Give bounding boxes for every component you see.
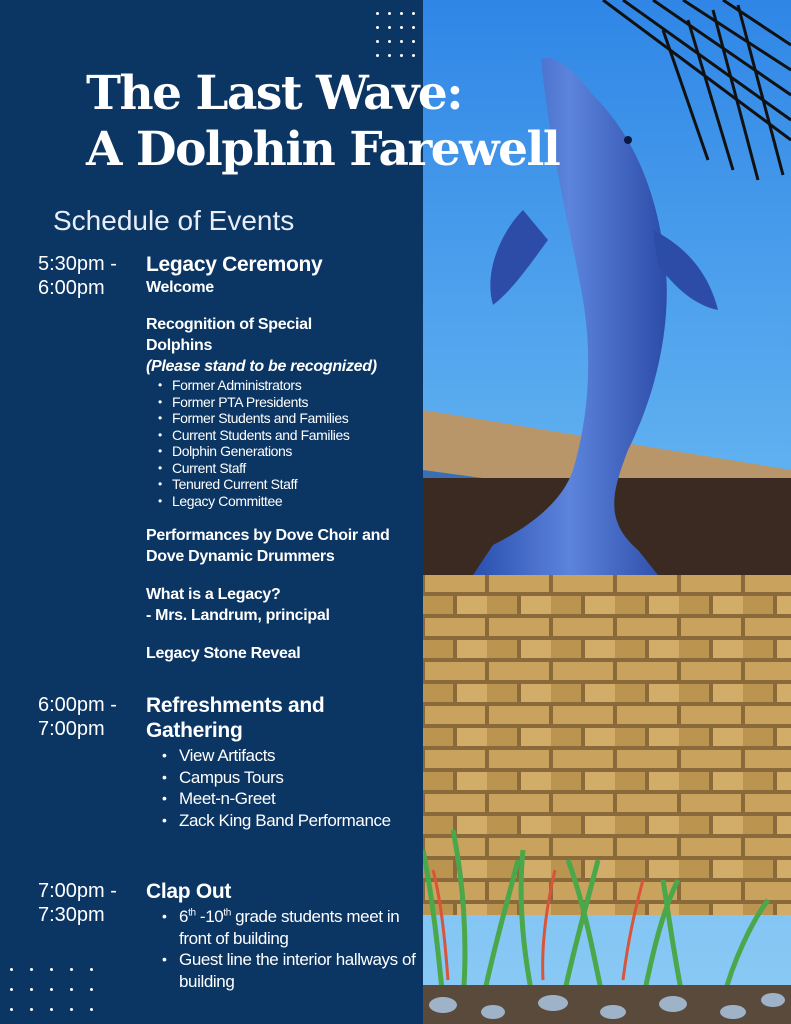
- event-content: [146, 693, 416, 831]
- list-item: • Legacy Committee: [158, 493, 416, 510]
- time-start: 6:00pm -: [38, 694, 117, 716]
- list-item: • Current Students and Families: [158, 427, 416, 444]
- list-item: • Former PTA Presidents: [158, 394, 416, 411]
- time-range: [38, 693, 138, 741]
- time-end: 6:00pm: [38, 277, 105, 299]
- list-item: • 6th -10th grade students meet in front of building: [162, 906, 424, 949]
- title-line-2: A Dolphin Farewell: [86, 122, 560, 177]
- decorative-dots-bottom: [10, 968, 100, 1018]
- welcome-label: Welcome: [146, 279, 214, 296]
- refreshments-list: [162, 745, 416, 831]
- legacy-speaker: - Mrs. Landrum, principal: [146, 607, 330, 624]
- event-title: Refreshments and Gathering: [146, 694, 325, 742]
- recognition-title: Recognition of Special Dolphins: [146, 316, 312, 354]
- decorative-dots-top: [376, 12, 416, 58]
- clap-out-list: [162, 906, 424, 992]
- page-title: [86, 66, 559, 178]
- list-item: • Zack King Band Performance: [162, 810, 416, 832]
- list-item: • Tenured Current Staff: [158, 476, 416, 493]
- schedule-heading: Schedule of Events: [53, 205, 295, 236]
- list-item: • View Artifacts: [162, 745, 416, 767]
- list-item: • Current Staff: [158, 460, 416, 477]
- title-line-1: The Last Wave:: [86, 66, 463, 121]
- list-item: • Former Administrators: [158, 377, 416, 394]
- event-content: [146, 879, 416, 992]
- list-item: • Meet-n-Greet: [162, 788, 416, 810]
- event-title: Legacy Ceremony: [146, 253, 323, 276]
- list-item: • Guest line the interior hallways of building: [162, 949, 424, 992]
- time-range: [38, 252, 138, 300]
- time-range: [38, 879, 138, 927]
- performances-label: Performances by Dove Choir and Dove Dynamic Drummers: [146, 527, 390, 565]
- time-start: 5:30pm -: [38, 253, 117, 275]
- time-end: 7:00pm: [38, 718, 105, 740]
- recognition-note: (Please stand to be recognized): [146, 358, 377, 375]
- time-start: 7:00pm -: [38, 880, 117, 902]
- list-item: • Former Students and Families: [158, 410, 416, 427]
- event-content: [146, 252, 416, 664]
- recognition-list: [158, 377, 416, 509]
- legacy-question: What is a Legacy?: [146, 586, 281, 603]
- time-end: 7:30pm: [38, 904, 105, 926]
- list-item: • Campus Tours: [162, 767, 416, 789]
- list-item: • Dolphin Generations: [158, 443, 416, 460]
- event-title: Clap Out: [146, 880, 232, 903]
- stone-reveal-label: Legacy Stone Reveal: [146, 645, 301, 662]
